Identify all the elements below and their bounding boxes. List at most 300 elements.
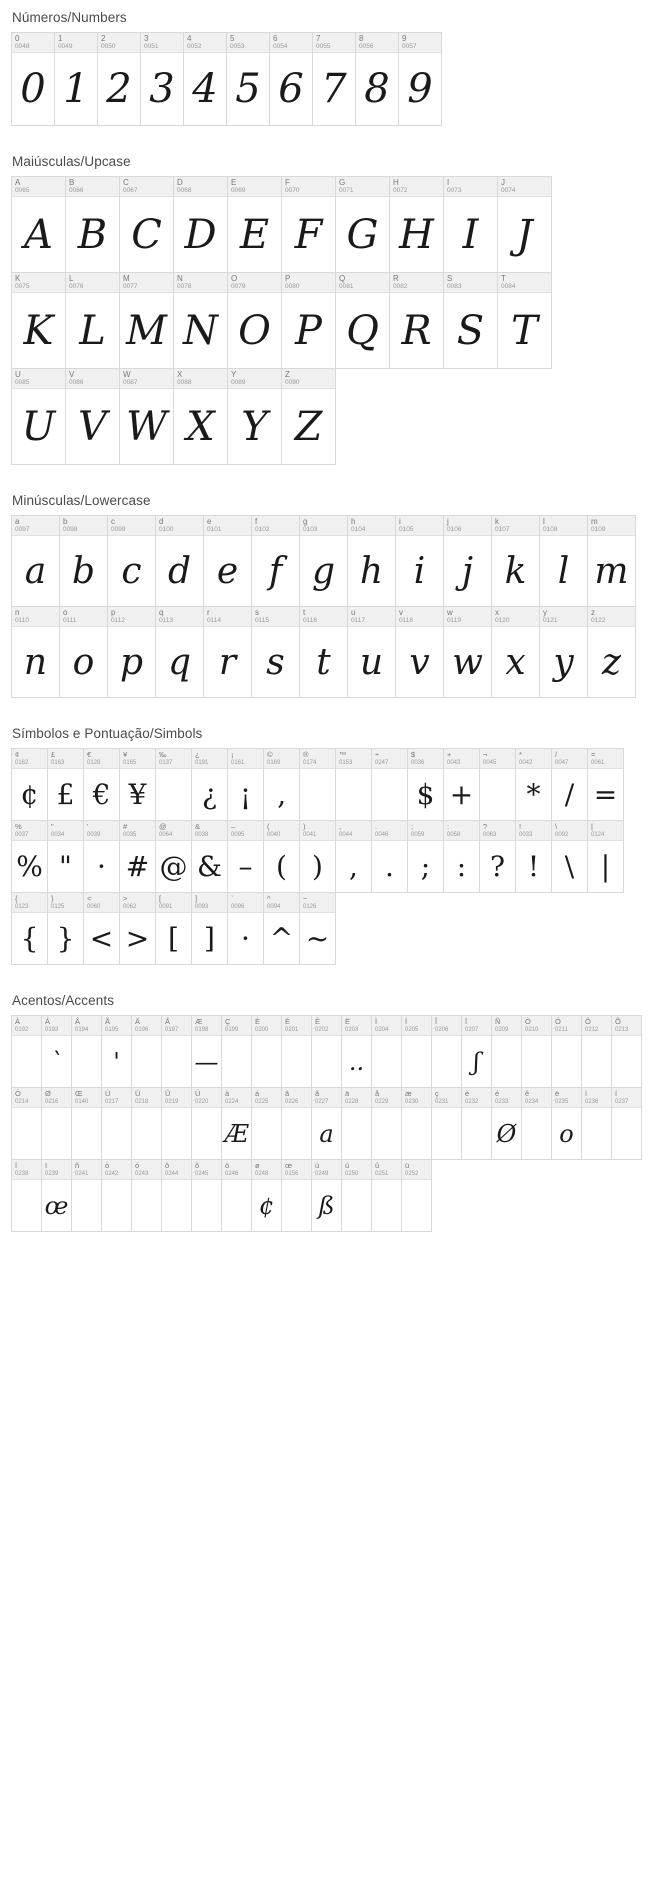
glyph-preview: n (23, 641, 48, 683)
glyph-cell[interactable] (251, 1015, 282, 1088)
glyph-preview: h (359, 550, 384, 592)
glyph-cell[interactable] (281, 1015, 312, 1088)
glyph-cell[interactable] (371, 1087, 402, 1160)
glyph-cell[interactable] (191, 1015, 222, 1088)
glyph-meta (282, 1160, 311, 1180)
glyph-cell[interactable] (263, 748, 300, 821)
glyph-meta (372, 821, 407, 841)
glyph-char-label: F (285, 178, 290, 187)
glyph-cell[interactable] (497, 272, 552, 369)
glyph-code-label: 0251 (375, 1171, 389, 1177)
glyph-cell[interactable] (119, 272, 174, 369)
glyph-meta (132, 1160, 161, 1180)
glyph-preview: ' (113, 1047, 120, 1076)
glyph-cell[interactable] (312, 32, 356, 126)
glyph-char-label: ¥ (123, 750, 128, 759)
glyph-cell[interactable] (299, 820, 336, 893)
glyph-meta (588, 821, 623, 841)
glyph-meta (228, 177, 281, 197)
glyph-cell[interactable] (226, 32, 270, 126)
glyph-char-label: ü (405, 1161, 410, 1170)
glyph-cell[interactable] (341, 1087, 372, 1160)
glyph-code-label: 0092 (555, 832, 569, 838)
glyph-cell[interactable] (443, 748, 480, 821)
glyph-cell[interactable] (407, 820, 444, 893)
glyph-cell[interactable] (83, 748, 120, 821)
glyph-cell[interactable] (101, 1015, 132, 1088)
glyph-meta (300, 893, 335, 913)
glyph-cell[interactable] (461, 1015, 492, 1088)
glyph-meta (342, 1016, 371, 1036)
glyph-cell[interactable] (611, 1087, 642, 1160)
glyph-cell[interactable] (521, 1087, 552, 1160)
glyph-cell[interactable] (227, 176, 282, 273)
glyph-preview (372, 1180, 401, 1231)
glyph-cell[interactable] (227, 892, 264, 965)
glyph-cell[interactable] (587, 748, 624, 821)
glyph-cell[interactable] (41, 1087, 72, 1160)
glyph-cell[interactable] (587, 606, 636, 698)
glyph-cell[interactable] (355, 32, 399, 126)
glyph-cell[interactable] (65, 368, 120, 465)
glyph-cell[interactable] (227, 820, 264, 893)
glyph-cell[interactable] (311, 1087, 342, 1160)
glyph-cell[interactable] (335, 176, 390, 273)
glyph-cell[interactable] (515, 748, 552, 821)
glyph-code-label: 0072 (393, 187, 408, 194)
glyph-cell[interactable] (227, 748, 264, 821)
glyph-preview: ¡ (239, 778, 252, 811)
glyph-char-label: s (255, 608, 259, 617)
glyph-cell[interactable] (203, 606, 252, 698)
glyph-cell[interactable] (119, 368, 174, 465)
glyph-code-label: 0090 (285, 379, 300, 386)
glyph-cell[interactable] (335, 820, 372, 893)
glyph-preview (462, 1108, 491, 1159)
glyph-code-label: 0205 (405, 1027, 419, 1033)
glyph-char-label: Û (165, 1089, 171, 1098)
glyph-row (12, 516, 636, 607)
glyph-cell[interactable] (497, 176, 552, 273)
glyph-cell[interactable] (395, 606, 444, 698)
glyph-meta (336, 273, 389, 293)
glyph-code-label: 0112 (111, 617, 125, 624)
glyph-cell[interactable] (101, 1159, 132, 1232)
glyph-preview (156, 769, 191, 820)
glyph-cell[interactable] (47, 892, 84, 965)
glyph-preview: W (125, 403, 168, 450)
glyph-char-label: 4 (187, 34, 192, 43)
glyph-meta (162, 1160, 191, 1180)
glyph-cell[interactable] (443, 820, 480, 893)
glyph-preview: ; (420, 850, 431, 883)
glyph-cell[interactable] (11, 748, 48, 821)
glyph-cell[interactable] (347, 606, 396, 698)
glyph-preview: 7 (321, 66, 347, 112)
glyph-code-label: 0224 (225, 1099, 239, 1105)
glyph-cell[interactable] (491, 606, 540, 698)
section-title: Símbolos e Pontuação/Simbols (12, 726, 203, 741)
glyph-code-label: 0201 (285, 1027, 299, 1033)
glyph-cell[interactable] (227, 368, 282, 465)
glyph-cell[interactable] (183, 32, 227, 126)
glyph-char-label: ! (519, 822, 522, 831)
glyph-preview: [ (168, 922, 179, 955)
glyph-cell[interactable] (443, 176, 498, 273)
glyph-cell[interactable] (251, 515, 300, 607)
glyph-char-label: @ (159, 822, 167, 831)
glyph-meta (492, 607, 539, 627)
glyph-cell[interactable] (443, 272, 498, 369)
glyph-cell[interactable] (191, 1159, 222, 1232)
glyph-char-label: 8 (359, 34, 364, 43)
glyph-row (12, 1160, 432, 1232)
glyph-cell[interactable] (371, 748, 408, 821)
glyph-cell[interactable] (71, 1159, 102, 1232)
glyph-cell[interactable] (221, 1159, 252, 1232)
glyph-cell[interactable] (551, 748, 588, 821)
glyph-cell[interactable] (299, 892, 336, 965)
glyph-cell[interactable] (107, 515, 156, 607)
glyph-cell[interactable] (491, 1015, 522, 1088)
glyph-cell[interactable] (371, 820, 408, 893)
glyph-preview (252, 1036, 281, 1087)
glyph-cell[interactable] (119, 820, 156, 893)
glyph-preview (42, 1108, 71, 1159)
glyph-code-label: 0169 (267, 760, 281, 766)
glyph-cell[interactable] (611, 1015, 642, 1088)
glyph-cell[interactable] (161, 1159, 192, 1232)
glyph-cell[interactable] (173, 176, 228, 273)
glyph-cell[interactable] (251, 1087, 282, 1160)
glyph-cell[interactable] (587, 820, 624, 893)
glyph-cell[interactable] (161, 1015, 192, 1088)
glyph-cell[interactable] (155, 892, 192, 965)
glyph-cell[interactable] (173, 368, 228, 465)
glyph-cell[interactable] (299, 515, 348, 607)
glyph-cell[interactable] (65, 176, 120, 273)
glyph-cell[interactable] (551, 820, 588, 893)
glyph-cell[interactable] (47, 820, 84, 893)
glyph-cell[interactable] (47, 748, 84, 821)
glyph-meta (372, 1160, 401, 1180)
glyph-cell[interactable] (281, 176, 336, 273)
glyph-meta (222, 1088, 251, 1108)
glyph-cell[interactable] (407, 748, 444, 821)
glyph-cell[interactable] (263, 892, 300, 965)
glyph-code-label: 0124 (591, 832, 605, 838)
glyph-cell[interactable] (221, 1015, 252, 1088)
glyph-char-label: 3 (144, 34, 149, 43)
glyph-cell[interactable] (131, 1087, 162, 1160)
glyph-char-label: ã (315, 1089, 320, 1098)
glyph-code-label: 0069 (231, 187, 246, 194)
glyph-cell[interactable] (41, 1015, 72, 1088)
glyph-cell[interactable] (299, 748, 336, 821)
glyph-cell[interactable] (59, 515, 108, 607)
glyph-cell[interactable] (71, 1015, 102, 1088)
glyph-code-label: 0042 (519, 760, 533, 766)
glyph-char-label: h (351, 517, 356, 526)
glyph-meta (228, 369, 281, 389)
glyph-cell[interactable] (83, 892, 120, 965)
glyph-char-label: ñ (75, 1161, 80, 1170)
glyph-meta (402, 1160, 431, 1180)
glyph-cell[interactable] (281, 1159, 312, 1232)
glyph-cell[interactable] (347, 515, 396, 607)
glyph-code-label: 0212 (585, 1027, 599, 1033)
glyph-cell[interactable] (551, 1015, 582, 1088)
glyph-cell[interactable] (161, 1087, 192, 1160)
glyph-meta (552, 821, 587, 841)
glyph-meta (300, 821, 335, 841)
glyph-preview: x (505, 641, 526, 683)
glyph-cell[interactable] (11, 1159, 42, 1232)
glyph-code-label: 0140 (75, 1099, 89, 1105)
glyph-meta (552, 749, 587, 769)
glyph-cell[interactable] (11, 820, 48, 893)
glyph-cell[interactable] (281, 368, 336, 465)
glyph-cell[interactable] (539, 606, 588, 698)
glyph-code-label: 0218 (135, 1099, 149, 1105)
glyph-preview: k (504, 550, 527, 592)
glyph-meta (66, 273, 119, 293)
glyph-cell[interactable] (11, 1015, 42, 1088)
glyph-cell[interactable] (581, 1087, 612, 1160)
glyph-cell[interactable] (581, 1015, 612, 1088)
glyph-cell[interactable] (521, 1015, 552, 1088)
glyph-row (12, 1016, 642, 1088)
glyph-preview: l (557, 550, 570, 592)
glyph-cell[interactable] (515, 820, 552, 893)
glyph-cell[interactable] (11, 272, 66, 369)
glyph-meta (42, 1160, 71, 1180)
glyph-cell[interactable] (299, 606, 348, 698)
glyph-cell[interactable] (191, 820, 228, 893)
glyph-meta (588, 607, 635, 627)
glyph-cell[interactable] (191, 748, 228, 821)
glyph-meta (342, 1088, 371, 1108)
glyph-meta (12, 1016, 41, 1036)
glyph-meta (48, 893, 83, 913)
glyph-cell[interactable] (173, 272, 228, 369)
glyph-meta (156, 893, 191, 913)
glyph-cell[interactable] (11, 892, 48, 965)
glyph-code-label: 0213 (615, 1027, 629, 1033)
glyph-code-label: 0054 (273, 43, 288, 50)
glyph-code-label: 0046 (375, 832, 389, 838)
glyph-cell[interactable] (155, 606, 204, 698)
glyph-cell[interactable] (11, 32, 55, 126)
glyph-char-label: Í (405, 1017, 408, 1026)
glyph-meta (102, 1016, 131, 1036)
glyph-char-label: Ä (135, 1017, 141, 1026)
glyph-cell[interactable] (251, 1159, 282, 1232)
glyph-cell[interactable] (371, 1015, 402, 1088)
glyph-cell[interactable] (11, 176, 66, 273)
glyph-cell[interactable] (203, 515, 252, 607)
glyph-preview: P (295, 307, 322, 354)
glyph-row (12, 821, 624, 893)
glyph-char-label: ê (525, 1089, 530, 1098)
glyph-char-label: Õ (615, 1017, 621, 1026)
glyph-cell[interactable] (59, 606, 108, 698)
glyph-cell[interactable] (191, 892, 228, 965)
glyph-cell[interactable] (11, 515, 60, 607)
glyph-meta (444, 749, 479, 769)
glyph-code-label: 0070 (285, 187, 300, 194)
glyph-cell[interactable] (335, 748, 372, 821)
glyph-cell[interactable] (389, 176, 444, 273)
glyph-cell[interactable] (119, 176, 174, 273)
glyph-cell[interactable] (119, 892, 156, 965)
glyph-cell[interactable] (443, 515, 492, 607)
glyph-preview: & (197, 850, 222, 883)
glyph-cell[interactable] (443, 606, 492, 698)
glyph-cell[interactable] (551, 1087, 582, 1160)
glyph-char-label: £ (51, 750, 56, 759)
glyph-cell[interactable] (491, 1087, 522, 1160)
glyph-preview: 2 (106, 66, 132, 112)
glyph-preview (222, 1036, 251, 1087)
glyph-cell[interactable] (401, 1159, 432, 1232)
glyph-section (0, 716, 661, 965)
glyph-preview: a (319, 1119, 334, 1148)
glyph-cell[interactable] (221, 1087, 252, 1160)
glyph-cell[interactable] (281, 1087, 312, 1160)
glyph-char-label: c (111, 517, 115, 526)
glyph-code-label: 0165 (123, 760, 137, 766)
glyph-code-label: 0211 (555, 1027, 568, 1033)
glyph-preview (372, 1036, 401, 1087)
glyph-preview (582, 1036, 611, 1087)
glyph-meta (408, 821, 443, 841)
glyph-cell[interactable] (97, 32, 141, 126)
glyph-meta (174, 369, 227, 389)
glyph-cell[interactable] (335, 272, 390, 369)
glyph-cell[interactable] (155, 748, 192, 821)
glyph-code-label: 0209 (495, 1027, 509, 1033)
glyph-cell[interactable] (311, 1015, 342, 1088)
glyph-meta (492, 1016, 521, 1036)
glyph-cell[interactable] (398, 32, 442, 126)
glyph-cell[interactable] (389, 272, 444, 369)
glyph-cell[interactable] (11, 368, 66, 465)
glyph-preview: i (413, 550, 426, 592)
glyph-meta (60, 516, 107, 536)
glyph-preview: 3 (149, 66, 175, 112)
glyph-code-label: 0066 (69, 187, 84, 194)
glyph-cell[interactable] (263, 820, 300, 893)
glyph-cell[interactable] (83, 820, 120, 893)
glyph-cell[interactable] (491, 515, 540, 607)
glyph-meta (120, 893, 155, 913)
glyph-cell[interactable] (65, 272, 120, 369)
glyph-cell[interactable] (119, 748, 156, 821)
glyph-code-label: 0210 (525, 1027, 539, 1033)
glyph-code-label: 0040 (267, 832, 281, 838)
glyph-char-label: \ (555, 822, 558, 831)
glyph-cell[interactable] (311, 1159, 342, 1232)
glyph-grid (12, 33, 661, 126)
glyph-cell[interactable] (41, 1159, 72, 1232)
glyph-code-label: 0058 (447, 832, 461, 838)
glyph-preview (342, 1180, 371, 1231)
glyph-char-label: a (15, 517, 20, 526)
glyph-cell[interactable] (251, 606, 300, 698)
glyph-char-label: C (123, 178, 129, 187)
glyph-cell[interactable] (371, 1159, 402, 1232)
glyph-preview: ` (50, 1047, 63, 1076)
glyph-preview: o (559, 1119, 574, 1148)
glyph-char-label: l (543, 517, 545, 526)
glyph-cell[interactable] (479, 820, 516, 893)
glyph-code-label: 0153 (339, 760, 353, 766)
glyph-code-label: 0067 (123, 187, 138, 194)
glyph-cell[interactable] (395, 515, 444, 607)
glyph-cell[interactable] (71, 1087, 102, 1160)
glyph-code-label: 0084 (501, 283, 516, 290)
glyph-cell[interactable] (227, 272, 282, 369)
glyph-cell[interactable] (131, 1015, 162, 1088)
glyph-cell[interactable] (155, 515, 204, 607)
glyph-cell[interactable] (54, 32, 98, 126)
glyph-cell[interactable] (140, 32, 184, 126)
glyph-preview: z (602, 641, 621, 683)
glyph-code-label: 0115 (255, 617, 269, 624)
glyph-code-label: 0220 (195, 1099, 209, 1105)
glyph-cell[interactable] (101, 1087, 132, 1160)
glyph-cell[interactable] (539, 515, 588, 607)
glyph-preview: * (526, 778, 541, 811)
glyph-char-label: G (339, 178, 346, 187)
glyph-meta (444, 177, 497, 197)
glyph-code-label: 0114 (207, 617, 221, 624)
glyph-char-label: H (393, 178, 399, 187)
glyph-cell[interactable] (431, 1015, 462, 1088)
glyph-cell[interactable] (269, 32, 313, 126)
glyph-cell[interactable] (341, 1159, 372, 1232)
glyph-char-label: Ô (585, 1017, 591, 1026)
glyph-cell[interactable] (401, 1015, 432, 1088)
glyph-preview: .. (348, 1047, 365, 1076)
glyph-cell[interactable] (341, 1015, 372, 1088)
glyph-code-label: 0083 (447, 283, 462, 290)
glyph-meta (156, 749, 191, 769)
glyph-cell[interactable] (587, 515, 636, 607)
glyph-code-label: 0156 (285, 1171, 299, 1177)
glyph-cell[interactable] (461, 1087, 492, 1160)
glyph-cell[interactable] (281, 272, 336, 369)
glyph-meta (60, 607, 107, 627)
glyph-cell[interactable] (107, 606, 156, 698)
glyph-cell[interactable] (401, 1087, 432, 1160)
glyph-preview: œ (44, 1191, 69, 1220)
glyph-cell[interactable] (155, 820, 192, 893)
glyph-meta (372, 749, 407, 769)
glyph-cell[interactable] (191, 1087, 222, 1160)
glyph-code-label: 0161 (231, 760, 245, 766)
glyph-meta (300, 516, 347, 536)
glyph-cell[interactable] (479, 748, 516, 821)
glyph-cell[interactable] (11, 606, 60, 698)
glyph-cell[interactable] (131, 1159, 162, 1232)
glyph-cell[interactable] (431, 1087, 462, 1160)
glyph-preview (282, 1180, 311, 1231)
glyph-preview: u (359, 641, 384, 683)
glyph-cell[interactable] (11, 1087, 42, 1160)
glyph-meta (252, 1088, 281, 1108)
